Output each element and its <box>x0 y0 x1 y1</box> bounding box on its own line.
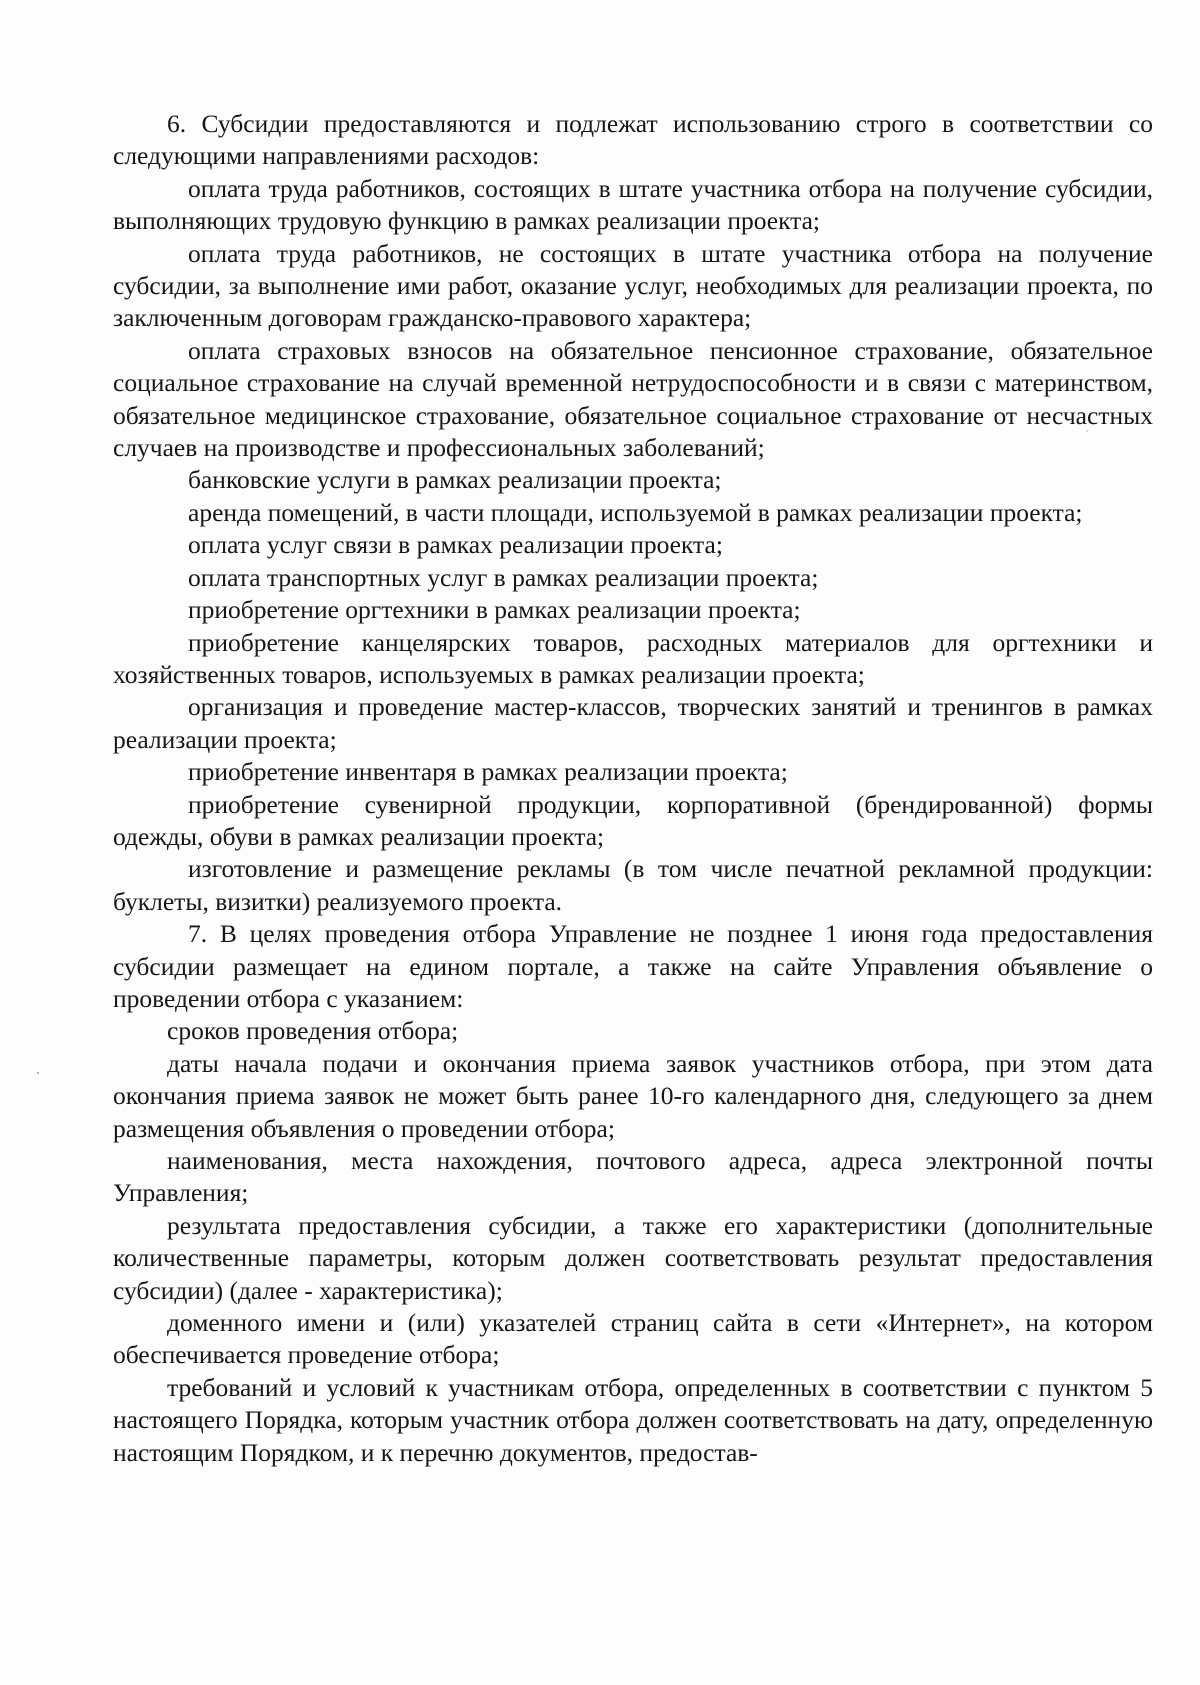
list-item: оплата труда работников, не состоящих в штате участника отбора на получение субсидии, за выполнение ими работ, оказание услуг, необходимых для реализации проекта, по заключенным договорам гражданско-правового характера; <box>113 238 1153 333</box>
list-item: оплата страховых взносов на обязательное пенсионное страхование, обязательное социальное страхование на случай временной нетрудоспособности и в связи с материнством, обязательное медицинское страхование, обязательное социальное страхование от несчастных случаев на производстве и профессиональных заболеваний; <box>113 335 1153 463</box>
list-item: приобретение сувенирной продукции, корпоративной (брендированной) формы одежды, обуви в рамках реализации проекта; <box>113 789 1153 851</box>
list-item: оплата транспортных услуг в рамках реализации проекта; <box>188 562 819 592</box>
list-item: приобретение канцелярских товаров, расходных материалов для оргтехники и хозяйственных товаров, используемых в рамках реализации проекта; <box>113 627 1153 689</box>
list-item: банковские услуги в рамках реализации проекта; <box>188 465 722 495</box>
list-item: приобретение инвентаря в рамках реализации проекта; <box>188 757 788 787</box>
list-item: даты начала подачи и окончания приема заявок участников отбора, при этом дата окончания приема заявок не может быть ранее 10-го календарного дня, следующего за днем размещения объявления о проведении отбора; <box>113 1048 1153 1143</box>
list-item: требований и условий к участникам отбора, определенных в соответствии с пунктом 5 настоящего Порядка, которым участник отбора должен соответствовать на дату, определенную настоящим Порядком, и к перечню документов, предостав- <box>113 1372 1153 1467</box>
paragraph-6-intro: 6. Субсидии предоставляются и подлежат использованию строго в соответствии со следующими направлениями расходов: <box>113 109 1153 171</box>
list-item: сроков проведения отбора; <box>167 1016 459 1046</box>
list-item: оплата труда работников, состоящих в штате участника отбора на получение субсидии, выполняющих трудовую функцию в рамках реализации проекта; <box>113 173 1153 236</box>
list-item: результата предоставления субсидии, а также его характеристики (дополнительные количественные параметры, которым должен соответствовать результат предоставления субсидии) (далее - характеристика); <box>113 1210 1153 1305</box>
list-item: доменного имени и (или) указателей страниц сайта в сети «Интернет», на котором обеспечивается проведение отбора; <box>113 1308 1153 1370</box>
list-item: оплата услуг связи в рамках реализации проекта; <box>188 530 723 560</box>
document-body <box>113 108 1153 1469</box>
list-item: изготовление и размещение рекламы (в том числе печатной рекламной продукции: буклеты, визитки) реализуемого проекта. <box>113 854 1153 916</box>
scan-speck <box>1086 430 1088 432</box>
list-item: приобретение оргтехники в рамках реализации проекта; <box>188 595 801 625</box>
scan-speck <box>37 1072 39 1074</box>
paragraph-7-intro: 7. В целях проведения отбора Управление не позднее 1 июня года предоставления субсидии размещает на едином портале, а также на сайте Управления объявление о проведении отбора с указанием: <box>113 919 1153 1013</box>
list-item: организация и проведение мастер-классов, творческих занятий и тренингов в рамках реализации проекта; <box>113 692 1153 754</box>
list-item: наименования, места нахождения, почтового адреса, адреса электронной почты Управления; <box>113 1146 1153 1208</box>
list-item: аренда помещений, в части площади, используемой в рамках реализации проекта; <box>188 497 1083 527</box>
